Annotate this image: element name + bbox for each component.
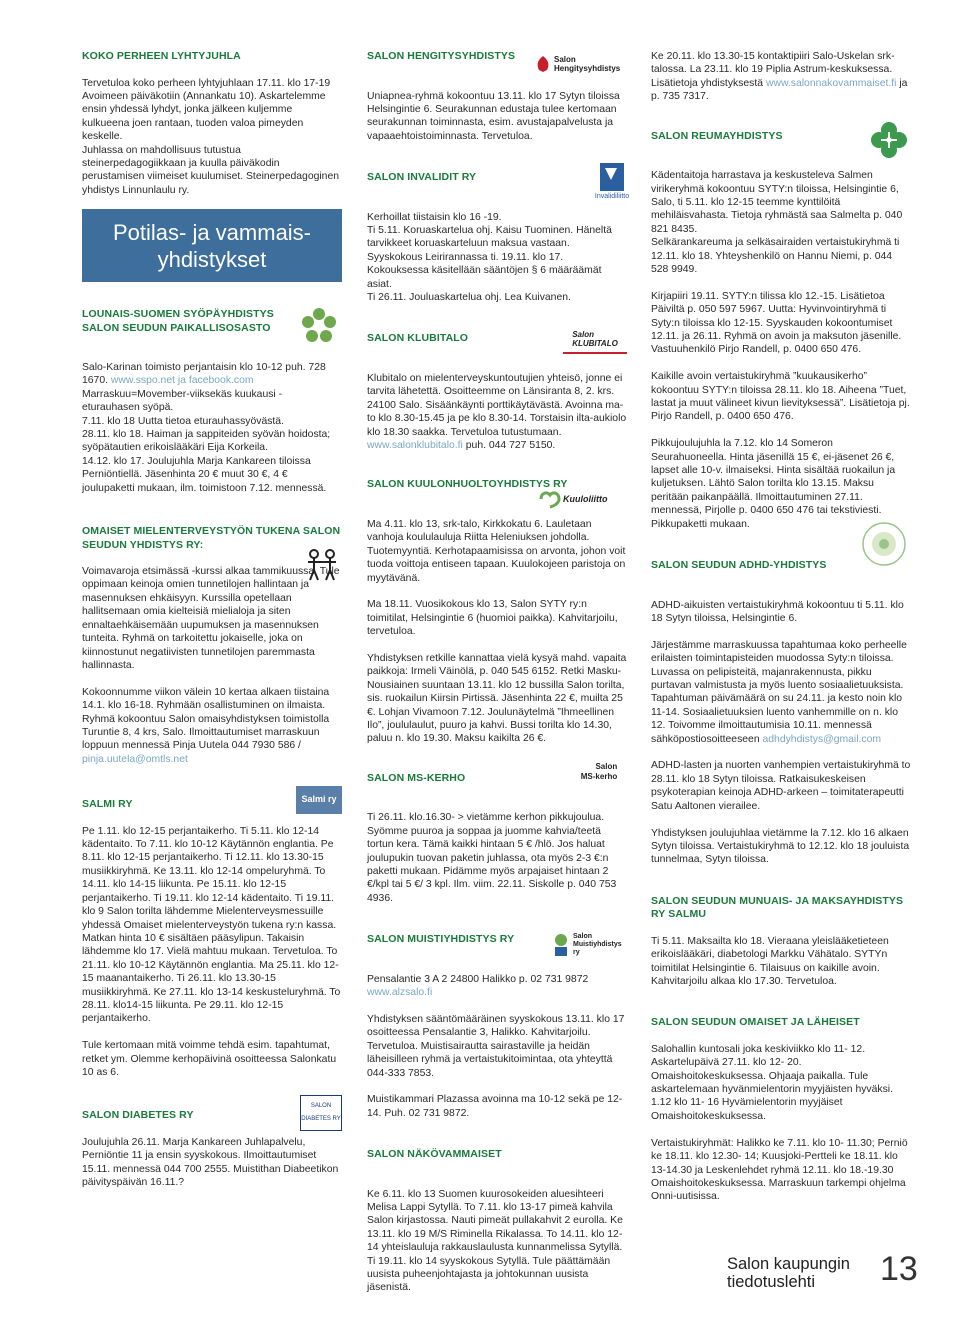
section-title: SALON KLUBITALO bbox=[367, 332, 469, 345]
people-logo-icon bbox=[302, 547, 342, 585]
section-title: SALON INVALIDIT RY bbox=[367, 171, 477, 184]
section-body: Salohallin kuntosali joka keskiviikko klo 11- 12. Askartelupäivä 27.11. klo 12- 20. Omaishoitokeskuksessa. Ohjaaja paikalla. Tule askartelemaan hyvänmielentorin myyjäisten hyväksi. 1.12 klo 11- 16 Hyvämielentorin myyjäiset Omaishoitokeskuksessa. Vertaistukiryhmät: Halikko ke 7.11. klo 10- 11.30; Perniö ke 18.11. klo 12.30- 14; Kuusjoki-Pertteli ke 18.11. klo 13-14.30 ja Leskenlehdet ryhmä 12.11. klo 18.-19.30 Omaishoitokeskuksessa. Marraskuun tarkempi ohjelma Onni-uutisissa. bbox=[651, 1043, 908, 1203]
section-diabetes bbox=[82, 1102, 342, 1189]
section-body: Pe 1.11. klo 12-15 perjantaikerho. Ti 5.11. klo 12-14 kädentaito. To 7.11. klo 10-12 Käytännön englantia. Pe 8.11. klo 12-15 perjantaikerho. Ti 12.11. klo 13.30-15 musiikkiryhmä. Ke 13.11. klo 12-14 ompeluryhmä. To 14.11. klo 14-15 liikunta. Pe 15.11. klo 12-15 perjantaikerho. Ti 19.11. klo 12-14 kädentaito. Ti 19.11. klo 9 Salon torilta lähdemme Mielenterveysmessuille yhdessä Omaiset mielenterveystyön tukena ry:n kassa. Matkan hinta 10 € sisältäen pääsylipun. Takaisin lähdemme klo 17. Vielä mahtuu mukaan. Tervetuloa. To 21.11. klo 10-12 Käytännön englantia. Ma 25.11. klo 12-15 maanantaikerho. Ti 26.11. klo 13.30-15 musiikkiryhmä. Ke 27.11. klo 13-14 keskusteluryhmä. To 28.11. klo14-15 liikunta. Pe 29.11. klo 12-15 perjantaikerho. Tule kertomaan mitä voimme tehdä esim. tapahtumat, retket ym. Olemme kerhopäivinä osoitteessa Salonkatu 10 as 6. bbox=[82, 825, 341, 1078]
section-body: Ma 4.11. klo 13, srk-talo, Kirkkokatu 6. Lauletaan vanhoja koululauluja Riitta Heleniuksen johdolla. Tuotemyyntiä. Kerhotapaamisissa on arvonta, johon voit tuoda voittoja entiseen tapaan. Kuulokojeen paristoja on myytävänä. Ma 18.11. Vuosikokous klo 13, Salon SYTY ry:n toimitilat, Helsingintie 6 (huomioi paikka). Kahvitarjoilu, tervetuloa. Yhdistyksen retkille kannattaa vielä kysyä mahd. vapaita paikkoja: Irmeli Väinölä, p. 040 545 6152. Retki Masku-Nousiainen suuntaan 13.11. klo 12 bussilla Salon torilta, sis. ruokailun Kiirsin Pirtissä. Jäsenhinta 22 €, muilta 25 €. Lohjan Vivamoon 7.12. Joulunäytelmä ”Ihmeellinen Ilo”, joululaulut, puuro ja kahvi. Bussi torilta klo 14.30, paluu n. klo 19.30. Maksu kaikilta 26 €. bbox=[367, 518, 627, 745]
section-body: Pensalantie 3 A 2 24800 Halikko p. 02 731 9872 www.alzsalo.fi Yhdistyksen sääntömääräinen syyskokous 13.11. klo 17 osoitteessa Pensalantie 3, Halikko. Kahvitarjoilu. Tervetuloa. Muistisairautta sairastaville ja heidän läheisilleen ryhmä ja vertaistukitoimintaa, ota yhteyttä 044-333 7853. Muistikammari Plazassa avoinna ma 10-12 sekä pe 12-14. Puh. 02 731 9872. bbox=[367, 973, 625, 1119]
email-link[interactable]: pinja.uutela@omtls.net bbox=[82, 753, 188, 765]
section-muisti bbox=[367, 933, 627, 1120]
section-title: SALON DIABETES RY bbox=[82, 1109, 194, 1122]
section-title: SALON MS-KERHO bbox=[367, 771, 466, 784]
section-body: Ti 26.11. klo.16.30- > vietämme kerhon pikkujoulua. Syömme puuroa ja soppaa ja juomme kahvia/teetä tortun kera. Tämä kaikki hintaan 5 € /hlö. Jos haluat joulupukin tuovan paketin juhlassa, ota myös 2-3 €:n paketti mukaan. Pidämme myös arpajaiset hintaan 2 €/kpl tai 5 €/ 3 kpl. Ilm. viim. 22.11. Siskolle p. 040 753 4936. bbox=[367, 812, 617, 904]
section-title: LOUNAIS-SUOMEN SYÖPÄYHDISTYS SALON SEUDUN PAIKALLISOSASTO bbox=[82, 308, 274, 334]
section-body: Ke 6.11. klo 13 Suomen kuurosokeiden aluesihteeri Melisa Lappi Sytyllä. To 7.11. klo 13-17 pimeä kahvila Salon kirjastossa. Nauti pimeät pullakahvit 2 eurolla. Ke 13.11. klo 19 M/S Riminella Rikalassa. To 14.11. klo 12-14 yhteislauluja rakkauslaulusta kunnanmelissa Sytyllä. Ti 19.11. klo 14 syyskokous Sytyllä. Tule päättämään uusista puheenjohtajasta ja johtokunnan uusista jäsenistä. bbox=[367, 1188, 623, 1294]
column-1 bbox=[82, 50, 342, 197]
section-omaiset bbox=[82, 525, 342, 766]
section-title: SALON SEUDUN MUNUAIS- JA MAKSAYHDISTYS RY SALMU bbox=[651, 894, 904, 921]
section-title: SALON NÄKÖVAMMAISET bbox=[367, 1148, 502, 1161]
publication-title: Salon kaupungin tiedotuslehti bbox=[727, 1255, 850, 1291]
section-title: SALON KUULONHUOLTOYHDISTYS RY bbox=[367, 478, 568, 491]
section-lyhtyjuhla bbox=[82, 50, 342, 197]
section-hengitys bbox=[367, 50, 627, 143]
section-munuais bbox=[651, 895, 911, 989]
section-body: Salo-Karinan toimisto perjantaisin klo 10-12 puh. 728 1670. www.sspo.net ja facebook.com Marraskuu=Movember-viiksekäs kuukausi - eturauhasen syöpä. 7.11. klo 18 Uutta tietoa eturauhassyövästä. 28.11. klo 18. Haiman ja sappiteiden syövän hoidosta; syöpätautien erikoislääkäri Eija Korkeila. 14.12. klo 17. Joulujuhla Marja Kankareen tiloissa Perniöntiellä. Jäsenhinta 20 € muut 30 €, 4 € joulupaketti mukaan, ilm. toimistoon 7.12. mennessä. bbox=[82, 362, 331, 494]
section-title: SALON SEUDUN OMAISET JA LÄHEISET bbox=[651, 1016, 860, 1029]
hengitys-logo: Salon Hengitysyhdistys bbox=[535, 52, 627, 76]
invalidit-logo bbox=[594, 161, 630, 201]
section-body: Tervetuloa koko perheen lyhtyjuhlaan 17.11. klo 17-19 Avoimeen päiväkotiin (Annankatu 10). Askartelemme ensin yhdessä lyhdyt, jonka jälkeen kuljemme kulkueena joen rantaan, tuoden valoa pimeyden keskelle. Juhlassa on mahdollisuus tutustua steinerpedagogiikkaan ja kuulla päiväkodin perustamisen viimeiset kuulumiset. Steinerpedagoginen yhdistys Linnunlaulu ry. bbox=[82, 77, 340, 196]
section-body: Kerhoillat tiistaisin klo 16 -19. Ti 5.11. Koruaskartelua ohj. Kaisu Tuominen. Häneltä tarvikkeet koruaskarteluun maksua vastaan. Syyskokous Leirirannassa ti. 19.11. klo 17. Kokouksessa käsitellään sääntöjen § 6 määräämät asiat. Ti 26.11. Jouluaskartelua ohj. Lea Kuivanen. bbox=[367, 211, 612, 304]
section-ms-kerho bbox=[367, 761, 627, 905]
section-title: SALON REUMAYHDISTYS bbox=[651, 129, 783, 142]
section-kuulo bbox=[367, 478, 627, 745]
klubitalo-logo: Salon KLUBITALO bbox=[563, 326, 627, 354]
kuuloliitto-logo: Kuuloliitto bbox=[537, 488, 627, 510]
section-syopayhdistys bbox=[82, 308, 342, 495]
section-reuma bbox=[651, 130, 911, 531]
section-invalidit bbox=[367, 171, 630, 304]
section-body: Ke 20.11. klo 13.30-15 kontaktipiiri Salo-Uskelan srk-talossa. La 23.11. klo 19 Piplia Astrum-keskuksessa. Lisätietoja yhdistyksestä www.salonnakovammaiset.fi ja p. 735 7317. bbox=[651, 51, 908, 103]
section-salmi bbox=[82, 794, 342, 1079]
section-body: ADHD-aikuisten vertaistukiryhmä kokoontuu ti 5.11. klo 18 Sytyn tiloissa, Helsingintie 6. Järjestämme marraskuussa tapahtumaa koko perheelle erilaisten toimintapisteiden muodossa Syty:n tiloissa. Luvassa on pelipisteitä, majanrakennusta, pikku purtavan valmistusta ja myös luento sosiaalietuuksista. Tapahtuman päivämäärä on su 24.11. ja kesto noin klo 11-14. Sosiaalietuuksien luento vanhemmille on n. klo 12. Toivomme ilmoittautumisia 10.11. mennessä sähköpostiosoitteeseen adhdyhdistys@gmail.com ADHD-lasten ja nuorten vanhempien vertaistukiryhmä to 28.11. klo 18 Sytyn tiloissa. Ratkaisukeskeisen psykoterapian keinoja ADHD-arkeen – toimitaterapeutti Satu Aaltonen vierailee. Yhdistyksen joulujuhlaa vietämme la 7.12. klo 16 alkaen Sytyn tiloissa. Vertaistukiryhmä to 12.12. klo 18 jouluista tunnelmaa, Sytyn tiloissa. bbox=[651, 599, 911, 866]
section-body: Voimavaroja etsimässä -kurssi alkaa tammikuussa. Tule oppimaan keinoja omien tunnetilojen hallintaan ja masennuksen ehkäisyyn. Kurssilla opetellaan hallitsemaan omia kielteisiä mielialoja ja siten ennaltaehkäisemään uupumuksen ja masennuksen tunteita. Ryhmä on tarkoitettu jokaiselle, joka on kiinnostunut negatiivisten tunnetilojen paremmasta hallinnasta. Kokoonnumme viikon välein 10 kertaa alkaen tiistaina 14.1. klo 16-18. Ryhmään osallistuminen on ilmaista. Ryhmä kokoontuu Salon omaisyhdistyksen toimistolla Turuntie 8, 4 krs, Salo. Ilmoittautumiset marraskuun loppuun mennessä Pinja Uutela 044 7930 586 / pinja.uutela@omtls.net bbox=[82, 566, 340, 765]
section-title: SALON HENGITYSYHDISTYS bbox=[367, 50, 516, 62]
section-title: OMAISET MIELENTERVEYSTYÖN TUKENA SALON SEUDUN YHDISTYS RY: bbox=[82, 525, 341, 551]
website-link[interactable]: www.salonnakovammaiset.fi bbox=[765, 77, 897, 89]
section-body: Klubitalo on mielenterveyskuntoutujien yhteisö, jonne ei tarvita lähetettä. Osoitteemme on Länsiranta 8, 2. krs. 24100 Salo. Sisäänkäynti porttikäytävästä. Avoinna ma-to klo 8.30-15.45 ja pe klo 8.30-14. Torstaisin ilta-aukiolo klo 18.30 saakka. Tervetuloa tutustumaan. www.salonklubitalo.fi puh. 044 727 5150. bbox=[367, 372, 627, 451]
section-nakovammaiset bbox=[367, 1148, 627, 1295]
section-omaiset-laheiset bbox=[651, 1016, 911, 1203]
section-title: SALON MUISTIYHDISTYS RY bbox=[367, 933, 515, 946]
section-title: SALON SEUDUN ADHD-YHDISTYS bbox=[651, 559, 827, 572]
section-body: Kädentaitoja harrastava ja keskusteleva Salmen virikeryhmä kokoontuu SYTY:n tiloissa, Helsingintie 6, Salo, ti 5.11. klo 12-15 teemme kynttilöitä mehiläisvahasta. Tietoja ryhmästä saa Salmelta p. 040 821 8435. Selkärankareuma ja selkäsairaiden vertaistukiryhmä ti 12.11. klo 18. Yhteyshenkilö on Hannu Niemi, p. 044 528 9949. Kirjapiiri 19.11. SYTY:n tilissa klo 12.-15. Lisätietoa Päiviltä p. 050 597 5967. Uutta: Hyvinvointiryhmä ti Syty:n tiloissa klo 12-15. Syyskauden kokoontumiset 12.11. ja 26.11. Ryhmä on avoin ja maksuton jäsenille. Vastuuhenkilö Pirjo Randell, p. 0400 650 476. Kaikille avoin vertaistukiryhmä ”kuukausikerho” kokoontuu SYTY:n tiloissa 28.11. klo 18. Aiheena ”Tuet, lastat ja muut välineet kivun lievityksessä”. Lisätietoja pj. Pirjo Randell, p. 0400 650 476. Pikkujoulujuhla la 7.12. klo 14 Someron Seurahuoneella. Hinta jäsenillä 15 €, ei-jäsenet 26 €, lapset alle 10-v. ilmaiseksi. Hinta sisältää ruokailun ja kuljetuksen. Lähtö Salon torilta klo 13.15. Maksu peritään paikanpäällä. Ilmoittautuminen 27.11. mennessä, Pirjolle p. 0400 650 476 tai tekstiviesti. Pikkupaketti mukaan. bbox=[651, 170, 910, 530]
page-number: 13 bbox=[880, 1250, 918, 1288]
adhd-logo-icon bbox=[857, 519, 911, 569]
section-body: Ti 5.11. Maksailta klo 18. Vieraana yleislääketieteen erikoislääkäri, diabetologi Markku Vähätalo. SYTYn toimitilat Helsingintie 6. Tilaisuus on kaikille avoin. Kahvitarjoilu alkaa klo 17.30. Tervetuloa. bbox=[651, 935, 889, 987]
column-1-lower bbox=[82, 308, 342, 1190]
column-3 bbox=[651, 50, 911, 1204]
column-2 bbox=[367, 50, 630, 1295]
website-link[interactable]: www.sspo.net ja facebook.com bbox=[110, 375, 254, 387]
section-title: SALMI RY bbox=[82, 798, 133, 811]
website-link[interactable]: www.salonklubitalo.fi bbox=[367, 440, 463, 451]
salmi-logo: Salmi ry bbox=[296, 786, 342, 814]
section-klubitalo bbox=[367, 332, 627, 452]
clover-logo-icon bbox=[867, 120, 911, 160]
ms-kerho-logo: Salon MS-kerho bbox=[580, 761, 618, 781]
section-adhd bbox=[651, 559, 911, 867]
section-nakovammaiset-cont bbox=[651, 50, 911, 104]
section-body: Uniapnea-ryhmä kokoontuu 13.11. klo 17 Sytyn tiloissa Helsingintie 6. Seurakunnan edustaja tulee kertomaan seurakunnan toiminnasta, esim. avustajapalvelusta ja vapaaehtoistoiminnasta. Tervetuloa. bbox=[367, 90, 620, 142]
category-banner: Potilas- ja vammais- yhdistykset bbox=[82, 209, 342, 282]
section-title: KOKO PERHEEN LYHTYJUHLA bbox=[82, 50, 241, 62]
flower-logo-icon bbox=[296, 306, 342, 346]
diabetes-logo: SALON DIABETES RY bbox=[300, 1095, 342, 1131]
section-body: Joulujuhla 26.11. Marja Kankareen Juhlapalvelu, Perniöntie 11 ja ensin syyskokous. Ilmoittautumiset 15.11. mennessä 044 700 2555. Muistithan Diabeetikon päivityspäivän 16.11.? bbox=[82, 1136, 339, 1189]
email-link[interactable]: adhdyhdistys@gmail.com bbox=[762, 733, 882, 745]
muisti-logo: Salon Muistiyhdistys ry bbox=[551, 931, 627, 959]
website-link[interactable]: www.alzsalo.fi bbox=[367, 987, 433, 999]
svg-text:Invalidiliitto: Invalidiliitto bbox=[594, 193, 630, 201]
